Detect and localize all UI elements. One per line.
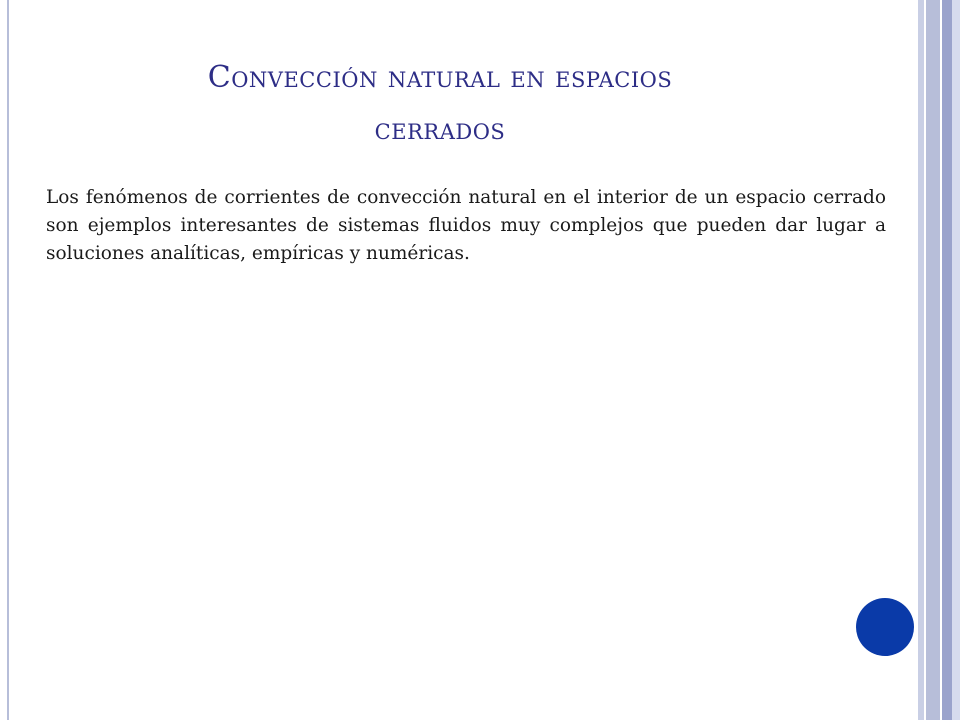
title-line-2: cerrados (374, 112, 506, 147)
stripe (942, 0, 952, 720)
body-paragraph: Los fenómenos de corrientes de convección natural en el interior de un espacio cerrado son ejemplos interesantes de sistemas fluidos muy complejos que pueden dar lugar a soluciones analíticas, empíricas y numéricas. (46, 187, 886, 264)
title-line-1: Convección natural en espacios (207, 60, 673, 95)
stripe (926, 0, 940, 720)
accent-circle (856, 598, 914, 656)
slide-title (0, 52, 880, 156)
stripe (952, 0, 960, 720)
right-decorative-stripes (918, 0, 960, 720)
